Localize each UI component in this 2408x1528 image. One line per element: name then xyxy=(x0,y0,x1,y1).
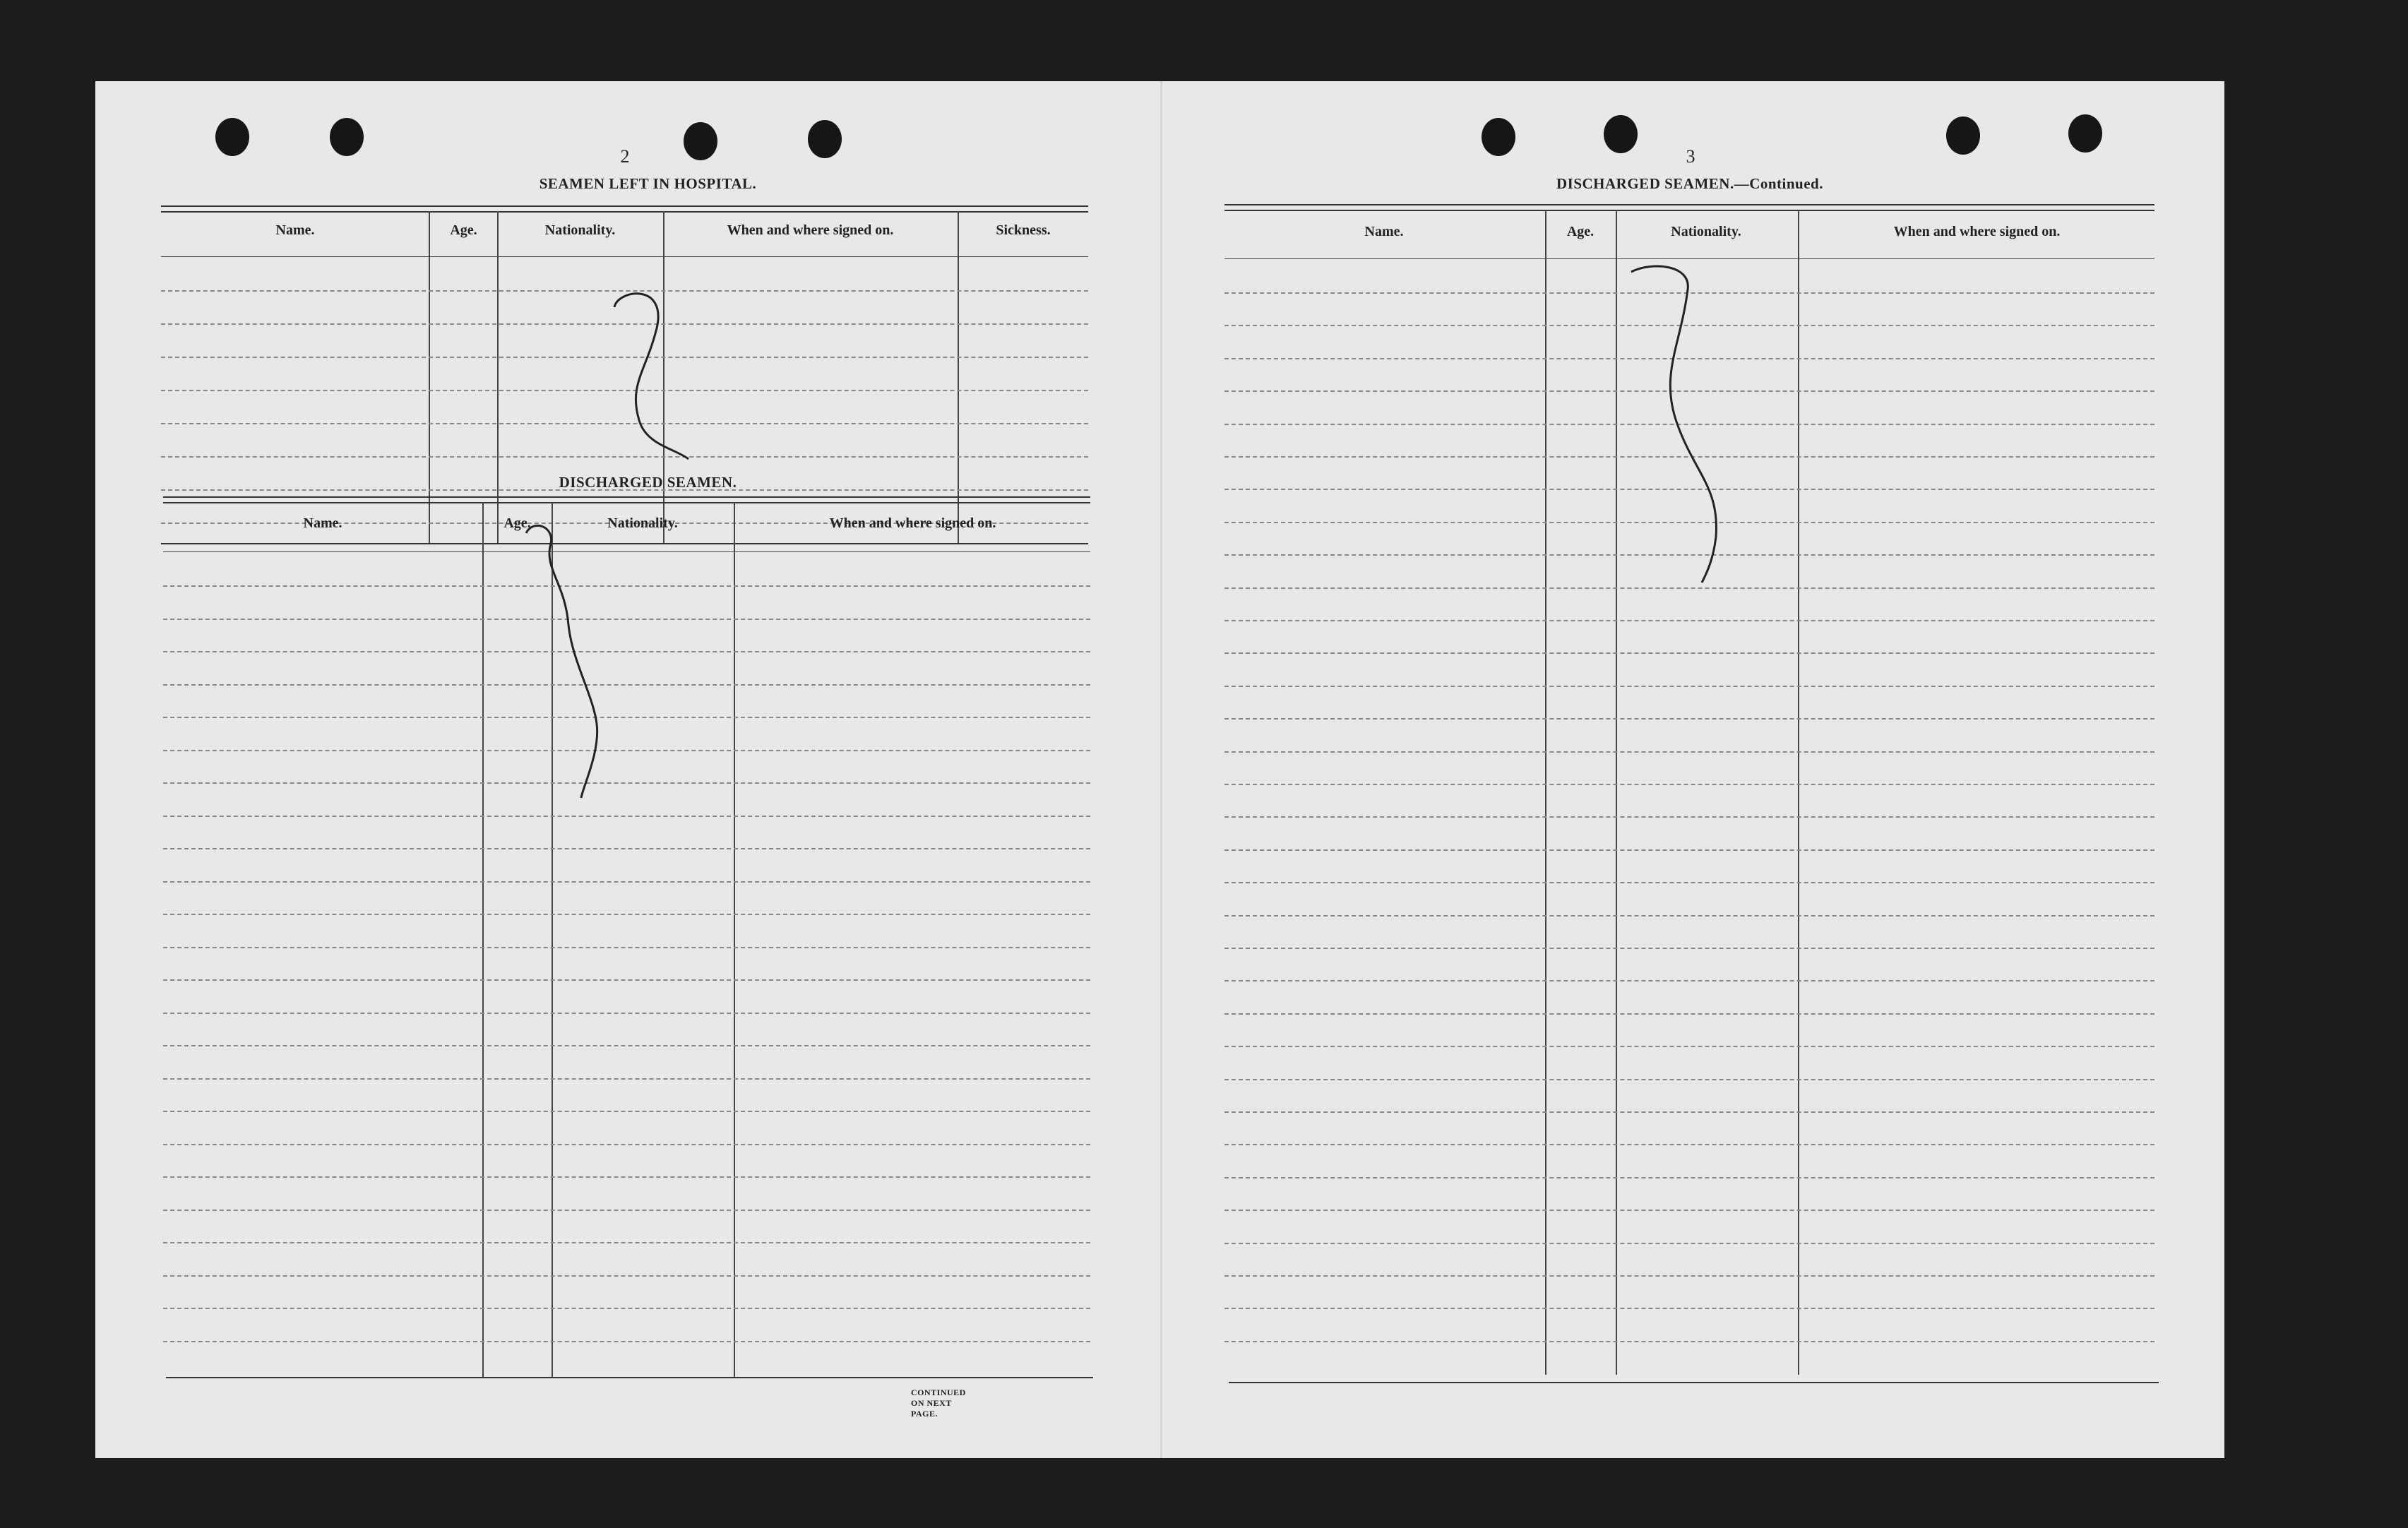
header-divider xyxy=(161,256,1088,257)
entry-row xyxy=(163,1210,1090,1211)
section-title-hospital: SEAMEN LEFT IN HOSPITAL. xyxy=(539,175,757,192)
table-top-rule xyxy=(161,205,1088,207)
entry-row xyxy=(1224,718,2154,720)
entry-row xyxy=(1224,1341,2154,1342)
entry-row xyxy=(1224,1111,2154,1113)
entry-row xyxy=(1224,948,2154,949)
col-header-age: Age. xyxy=(450,222,477,238)
punch-hole xyxy=(330,118,364,156)
document-sheet xyxy=(95,81,2224,1458)
column-divider xyxy=(958,211,959,543)
header-divider xyxy=(163,551,1090,552)
table-top-rule xyxy=(163,502,1090,503)
entry-row xyxy=(1224,587,2154,589)
col-header-name: Name. xyxy=(303,515,342,531)
handwritten-mark xyxy=(590,286,703,477)
entry-row xyxy=(1224,1177,2154,1178)
entry-row xyxy=(1224,1308,2154,1309)
page-number: 2 xyxy=(620,146,630,167)
table-top-rule xyxy=(1224,204,2154,205)
col-header-sickness: Sickness. xyxy=(996,222,1051,238)
punch-hole xyxy=(1604,115,1638,153)
entry-row xyxy=(163,1275,1090,1277)
entry-row xyxy=(163,1045,1090,1046)
entry-row xyxy=(1224,915,2154,917)
col-header-age: Age. xyxy=(503,515,531,531)
entry-row xyxy=(1224,1013,2154,1015)
handwritten-mark xyxy=(1624,261,1737,586)
entry-row xyxy=(163,1111,1090,1112)
entry-row xyxy=(1224,1046,2154,1047)
entry-row xyxy=(163,848,1090,849)
entry-row xyxy=(163,1341,1090,1342)
entry-row xyxy=(1224,652,2154,654)
punch-hole xyxy=(1482,118,1515,156)
table-bottom-rule xyxy=(166,1377,1093,1378)
column-divider xyxy=(482,502,484,1378)
table-bottom-rule xyxy=(1229,1382,2159,1383)
entry-row xyxy=(163,750,1090,751)
entry-row xyxy=(163,947,1090,948)
entry-row xyxy=(163,1013,1090,1014)
table-top-rule xyxy=(161,211,1088,213)
col-header-signed-on: When and where signed on. xyxy=(727,222,894,238)
entry-row xyxy=(163,1176,1090,1178)
punch-hole xyxy=(1946,117,1980,155)
entry-row xyxy=(1224,1275,2154,1277)
column-divider xyxy=(1545,210,1546,1375)
section-title-discharged-continued: DISCHARGED SEAMEN.—Continued. xyxy=(1556,175,1823,192)
punch-hole xyxy=(215,118,249,156)
entry-row xyxy=(1224,1079,2154,1080)
column-divider xyxy=(734,502,735,1378)
entry-row xyxy=(1224,686,2154,687)
page-number: 3 xyxy=(1686,146,1695,167)
entry-row xyxy=(163,914,1090,915)
table-bottom-rule xyxy=(161,543,1088,544)
punch-hole xyxy=(684,122,717,160)
handwritten-mark xyxy=(519,519,618,801)
entry-row xyxy=(1224,751,2154,753)
entry-row xyxy=(163,979,1090,981)
col-header-nationality: Nationality. xyxy=(607,515,678,531)
col-header-name: Name. xyxy=(275,222,315,238)
column-divider xyxy=(1798,210,1799,1375)
entry-row xyxy=(1224,1144,2154,1145)
entry-row xyxy=(163,717,1090,718)
continued-note: CONTINUED ON NEXT PAGE. xyxy=(911,1387,966,1419)
section-title-discharged: DISCHARGED SEAMEN. xyxy=(559,474,737,491)
entry-row xyxy=(163,651,1090,652)
col-header-signed-on: When and where signed on. xyxy=(1893,224,2061,239)
header-divider xyxy=(1224,258,2154,259)
entry-row xyxy=(1224,882,2154,883)
entry-row xyxy=(1224,784,2154,785)
entry-row xyxy=(163,585,1090,587)
col-header-nationality: Nationality. xyxy=(1671,224,1741,239)
col-header-signed-on: When and where signed on. xyxy=(829,515,996,531)
entry-row xyxy=(1224,620,2154,621)
entry-row xyxy=(163,782,1090,784)
punch-hole xyxy=(808,120,842,158)
entry-row xyxy=(1224,849,2154,851)
table-top-rule xyxy=(1224,210,2154,211)
entry-row xyxy=(1224,1243,2154,1244)
col-header-nationality: Nationality. xyxy=(544,222,616,238)
entry-row xyxy=(163,816,1090,817)
left-page xyxy=(95,81,1160,1458)
column-divider xyxy=(497,211,499,543)
punch-hole xyxy=(2068,114,2102,153)
entry-row xyxy=(163,881,1090,883)
entry-row xyxy=(163,684,1090,686)
column-divider xyxy=(1616,210,1617,1375)
entry-row xyxy=(163,619,1090,620)
entry-row xyxy=(163,1078,1090,1080)
column-divider xyxy=(429,211,430,543)
entry-row xyxy=(1224,1210,2154,1211)
entry-row xyxy=(1224,980,2154,981)
table-top-rule xyxy=(163,496,1090,498)
entry-row xyxy=(1224,816,2154,818)
entry-row xyxy=(163,1144,1090,1145)
col-header-age: Age. xyxy=(1566,224,1595,239)
entry-row xyxy=(163,1308,1090,1309)
col-header-name: Name. xyxy=(1364,224,1404,239)
entry-row xyxy=(163,1242,1090,1243)
